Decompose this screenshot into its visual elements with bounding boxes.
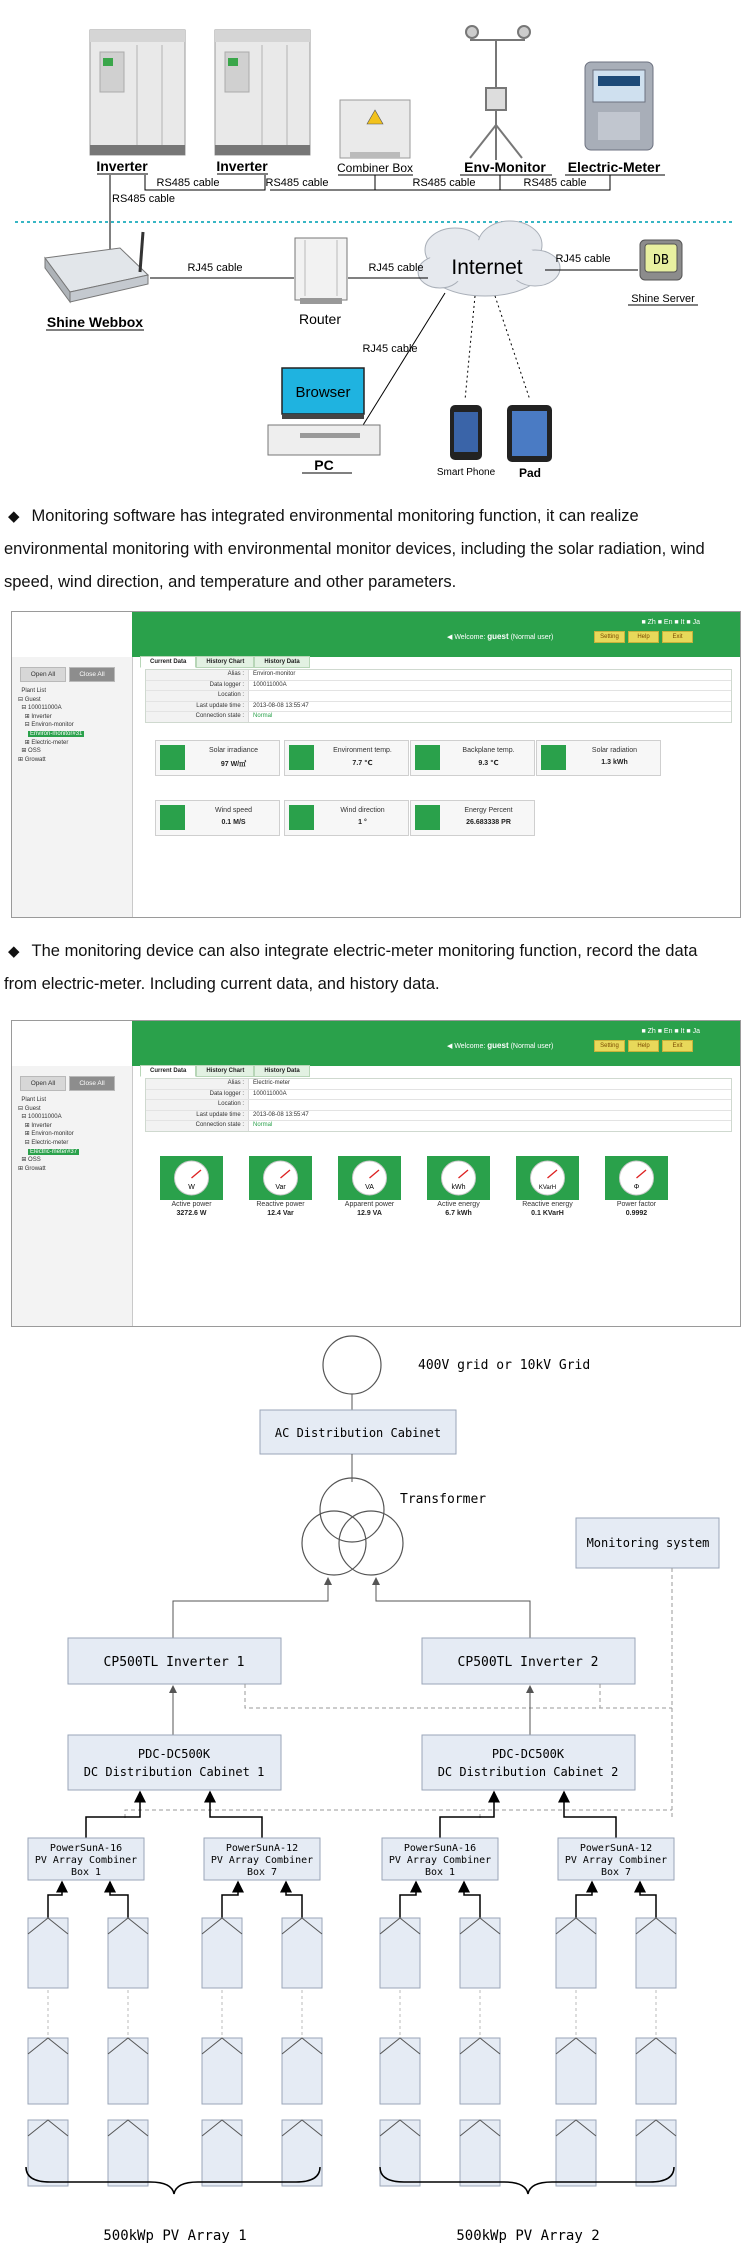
wind-speed-icon (160, 805, 185, 830)
language-flags[interactable]: ■ Zh ■ En ■ It ■ Ja (641, 619, 700, 626)
pad-device (507, 405, 552, 462)
pv-module (460, 2038, 500, 2104)
inverter-2-system-label: CP500TL Inverter 2 (457, 1655, 599, 1670)
language-flags[interactable]: ■ Zh ■ En ■ It ■ Ja (641, 1028, 700, 1035)
backplane-temp-card: Backplane temp. 9.3 ℃ (410, 740, 535, 776)
pv-module (380, 1918, 420, 1988)
welcome-text: ◀ Welcome: guest (Normal user) (447, 632, 554, 641)
tab-current-data[interactable]: Current Data (140, 1065, 196, 1077)
pv-module (28, 2038, 68, 2104)
open-all-button[interactable]: Open All (20, 667, 66, 682)
pv-module (28, 2120, 68, 2186)
close-all-button[interactable]: Close All (69, 1076, 115, 1091)
wind-direction-icon (289, 805, 314, 830)
pv-module (28, 1918, 68, 1988)
gauge-dial-icon (427, 1156, 490, 1200)
bullet-icon: ◆ (8, 943, 20, 960)
electric-meter-device (585, 62, 653, 150)
combiner-box-device (340, 100, 410, 158)
array-2-brace (380, 2167, 674, 2194)
sun-icon (160, 745, 185, 770)
svg-text:PV Array Combiner: PV Array Combiner (564, 1855, 668, 1866)
env-monitor-device (466, 26, 530, 160)
radiation-icon (541, 745, 566, 770)
active-power-gauge: W Active power 3272.6 W (160, 1156, 223, 1220)
setting-button[interactable]: Setting (594, 1040, 625, 1052)
tab-bar (140, 656, 310, 668)
wind-direction-card: Wind direction 1 ° (284, 800, 409, 836)
tree-node[interactable]: ⊟ Electric-meter (18, 1139, 69, 1146)
inverter-2-label: Inverter (216, 158, 268, 174)
ac-cabinet-label: AC Distribution Cabinet (274, 1426, 442, 1440)
plant-tree (18, 687, 84, 764)
tree-node[interactable]: ⊞ Inverter (18, 713, 52, 720)
pc-device (268, 368, 380, 455)
svg-text:Box 7: Box 7 (600, 1867, 632, 1878)
apparent-power-gauge: VA Apparent power 12.9 VA (338, 1156, 401, 1220)
electric-meter-screenshot (11, 1020, 741, 1327)
rj45-label-2: RJ45 cable (368, 262, 424, 274)
tab-bar (140, 1065, 310, 1077)
env-monitor-label: Env-Monitor (464, 159, 546, 175)
device-info-table: Alias : Environ-monitor Data logger : 100011000A Location : Last update time : 2013-08-08 13:55:47 Connection state : Normal (145, 669, 732, 723)
tree-node[interactable]: Plant List (21, 1097, 47, 1103)
tab-history-chart[interactable]: History Chart (196, 656, 254, 668)
router-device (295, 238, 347, 304)
tree-node[interactable]: Plant List (21, 688, 47, 694)
svg-text:PV Array Combiner: PV Array Combiner (210, 1855, 314, 1866)
pv-string-columns (28, 1918, 676, 2186)
thermometer-icon (289, 745, 314, 770)
tree-node[interactable]: ⊞ Environ-monitor (18, 1131, 74, 1138)
pv-module (282, 2038, 322, 2104)
plant-tree (18, 1096, 79, 1173)
svg-text:PowerSunA-12: PowerSunA-12 (225, 1843, 299, 1854)
monitoring-system-label: Monitoring system (586, 1536, 710, 1550)
transformer-symbol (302, 1478, 403, 1575)
internet-label: Internet (451, 256, 523, 279)
rs485-label-3: RS485 cable (412, 177, 476, 189)
open-all-button[interactable]: Open All (20, 1076, 66, 1091)
transformer-label: Transformer (400, 1492, 487, 1507)
tree-node[interactable]: ⊟ Guest (18, 696, 41, 703)
tree-node-selected[interactable]: Electric-meter#37 (30, 1148, 78, 1155)
reactive-energy-gauge: KVarH Reactive energy 0.1 KVarH (516, 1156, 579, 1220)
dc-cabinet-2-model: PDC-DC500K (491, 1747, 565, 1761)
rs485-label-1: RS485 cable (156, 177, 220, 189)
tree-node[interactable]: ⊞ OSS (18, 748, 41, 755)
array-2-label: 500kWp PV Array 2 (456, 2228, 600, 2244)
energy-percent-card: Energy Percent 26.683338 PR (410, 800, 535, 836)
tree-node[interactable]: ⊞ Electric-meter (18, 739, 69, 746)
svg-text:Var: Var (275, 1184, 286, 1191)
env-monitoring-description: ◆ Monitoring software has integrated environmental monitoring function, it can realize environmental monitoring with environmental monitor devices, including the solar radiation, wind speed, wind direction, and temperature and other parameters. (4, 507, 705, 591)
dc-cabinet-1-label: DC Distribution Cabinet 1 (83, 1765, 265, 1779)
gauge-dial-icon (338, 1156, 401, 1200)
rs485-label-5: RS485 cable (112, 193, 175, 205)
svg-text:Box 1: Box 1 (70, 1867, 102, 1878)
pad-label: Pad (518, 466, 542, 480)
svg-text:KVarH: KVarH (538, 1185, 557, 1191)
router-label: Router (298, 311, 342, 327)
grid-label: 400V grid or 10kV Grid (418, 1358, 591, 1373)
svg-text:PV Array Combiner: PV Array Combiner (34, 1855, 138, 1866)
panel-temp-icon (415, 745, 440, 770)
pv-module (556, 1918, 596, 1988)
db-label: DB (653, 253, 669, 268)
gauge-dial-icon (516, 1156, 579, 1200)
sidebar (12, 657, 133, 917)
inverter-1-device (90, 30, 185, 155)
env-monitor-screenshot (11, 611, 741, 918)
tab-history-data[interactable]: History Data (254, 656, 309, 668)
sidebar (12, 1066, 133, 1326)
smart-phone-label: Smart Phone (436, 467, 496, 478)
solar-irradiance-card: Solar irradiance 97 W/㎡ (155, 740, 280, 776)
pv-module (380, 2038, 420, 2104)
pv-module (460, 2120, 500, 2186)
combiner-box-label: Combiner Box (336, 161, 414, 175)
setting-button[interactable]: Setting (594, 631, 625, 643)
device-info-table: Alias : Electric-meter Data logger : 100011000A Location : Last update time : 2013-08-08 13:55:47 Connection state : Normal (145, 1078, 732, 1132)
svg-text:Box 1: Box 1 (424, 1867, 456, 1878)
electric-meter-label: Electric-Meter (567, 159, 661, 175)
tree-node[interactable]: ⊟ Environ-monitor (18, 722, 74, 729)
exit-button[interactable]: Exit (662, 631, 693, 643)
svg-text:PV Array Combiner: PV Array Combiner (388, 1855, 492, 1866)
pv-system-diagram (0, 1330, 750, 2267)
meter-monitoring-description: ◆ The monitoring device can also integrate electric-meter monitoring function, record the data from electric-meter. Including current data, and history data. (4, 942, 698, 993)
svg-text:W: W (188, 1184, 195, 1191)
tree-node[interactable]: ⊟ Guest (18, 1105, 41, 1112)
welcome-text: ◀ Welcome: guest (Normal user) (447, 1041, 554, 1050)
svg-text:PowerSunA-16: PowerSunA-16 (49, 1843, 123, 1854)
chart-icon (415, 805, 440, 830)
tree-node-selected[interactable]: Environ-monitor#31 (30, 730, 83, 737)
pv-module (108, 2120, 148, 2186)
browser-label: Browser (295, 384, 351, 401)
header-bar (132, 1021, 740, 1066)
pv-module (460, 1918, 500, 1988)
power-factor-gauge: Φ Power factor 0.9992 (605, 1156, 668, 1220)
rs485-label-4: RS485 cable (523, 177, 587, 189)
svg-text:Box 7: Box 7 (246, 1867, 278, 1878)
inverter-2-device (215, 30, 310, 155)
tree-node[interactable]: ⊟ 100011000A (18, 705, 62, 712)
help-button[interactable]: Help (628, 631, 659, 643)
tree-node[interactable]: ⊞ OSS (18, 1157, 41, 1164)
pv-module (636, 1918, 676, 1988)
array-1-label: 500kWp PV Array 1 (103, 2228, 247, 2244)
pv-module (108, 1918, 148, 1988)
tree-node[interactable]: ⊞ Growatt (18, 1165, 46, 1172)
svg-text:kWh: kWh (451, 1184, 466, 1191)
tree-node[interactable]: ⊞ Growatt (18, 756, 46, 763)
rs485-label-2: RS485 cable (265, 177, 329, 189)
tab-history-data[interactable]: History Data (254, 1065, 309, 1077)
tree-node[interactable]: ⊟ 100011000A (18, 1114, 62, 1121)
pv-module (380, 2120, 420, 2186)
svg-text:VA: VA (365, 1184, 374, 1191)
reactive-power-gauge: Var Reactive power 12.4 Var (249, 1156, 312, 1220)
pc-label: PC (314, 457, 334, 473)
pv-module (202, 2038, 242, 2104)
grid-symbol (323, 1336, 381, 1394)
header-bar (132, 612, 740, 657)
help-button[interactable]: Help (628, 1040, 659, 1052)
dc-cabinet-2-label: DC Distribution Cabinet 2 (437, 1765, 619, 1779)
inverter-1-label: Inverter (96, 158, 148, 174)
rj45-label-1: RJ45 cable (187, 262, 243, 274)
pv-module (282, 1918, 322, 1988)
wind-speed-card: Wind speed 0.1 M/S (155, 800, 280, 836)
pv-module (202, 1918, 242, 1988)
pv-module (556, 2038, 596, 2104)
rj45-label-3: RJ45 cable (555, 253, 611, 265)
pv-module (108, 2038, 148, 2104)
active-energy-gauge: kWh Active energy 6.7 kWh (427, 1156, 490, 1220)
tree-node[interactable]: ⊞ Inverter (18, 1122, 52, 1129)
tab-current-data[interactable]: Current Data (140, 656, 196, 668)
tab-history-chart[interactable]: History Chart (196, 1065, 254, 1077)
smart-phone-device (450, 405, 482, 460)
dc-cabinet-2-box (422, 1735, 635, 1790)
svg-text:Φ: Φ (633, 1184, 640, 1191)
gauge-dial-icon (160, 1156, 223, 1200)
shine-server-label: Shine Server (631, 293, 695, 305)
shine-webbox-device (45, 232, 148, 302)
rj45-label-4: RJ45 cable (362, 343, 418, 355)
inverter-1-system-label: CP500TL Inverter 1 (103, 1655, 245, 1670)
gauge-dial-icon (249, 1156, 312, 1200)
network-topology-diagram (0, 0, 750, 490)
pv-module (556, 2120, 596, 2186)
svg-text:PowerSunA-12: PowerSunA-12 (579, 1843, 653, 1854)
solar-radiation-card: Solar radiation 1.3 kWh (536, 740, 661, 776)
pv-module (202, 2120, 242, 2186)
bullet-icon: ◆ (8, 508, 20, 525)
array-1-brace (26, 2167, 320, 2194)
svg-text:PowerSunA-16: PowerSunA-16 (403, 1843, 477, 1854)
dc-cabinet-1-box (68, 1735, 281, 1790)
pv-module (636, 2038, 676, 2104)
gauge-dial-icon (605, 1156, 668, 1200)
environment-temp-card: Environment temp. 7.7 ℃ (284, 740, 409, 776)
shine-webbox-label: Shine Webbox (46, 314, 144, 330)
close-all-button[interactable]: Close All (69, 667, 115, 682)
dc-cabinet-1-model: PDC-DC500K (137, 1747, 211, 1761)
exit-button[interactable]: Exit (662, 1040, 693, 1052)
